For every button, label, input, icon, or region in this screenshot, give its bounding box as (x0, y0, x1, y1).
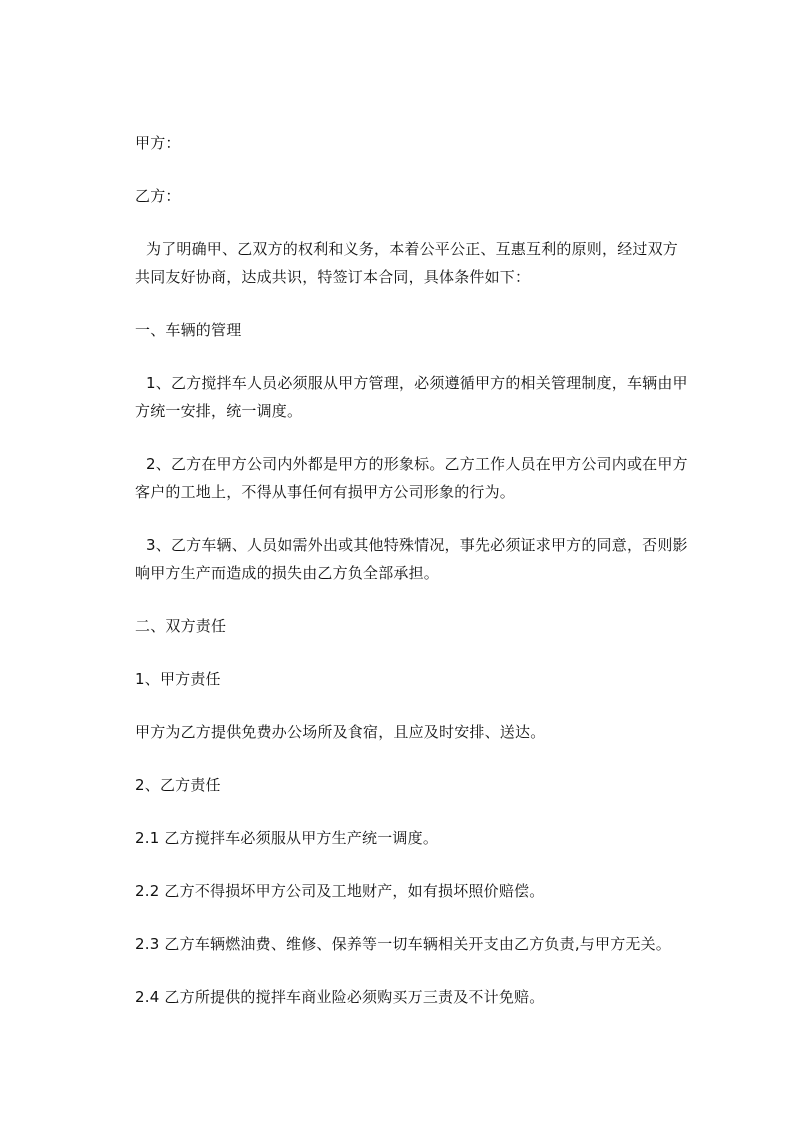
clause-2-3: 2.3 乙方车辆燃油费、维修、保养等一切车辆相关开支由乙方负责,与甲方无关。 (135, 935, 671, 953)
party-a-responsibility-text: 甲方为乙方提供免费办公场所及食宿，且应及时安排、送达。 (135, 723, 546, 741)
intro-line-1: 为了明确甲、乙双方的权利和义务，本着公平公正、互惠互利的原则，经过双方 (146, 240, 679, 258)
section-1-item-1-line-1: 1、乙方搅拌车人员必须服从甲方管理，必须遵循甲方的相关管理制度，车辆由甲 (146, 374, 688, 392)
section-1-item-3-line-2: 响甲方生产而造成的损失由乙方负全部承担。 (135, 564, 440, 582)
party-a-label: 甲方： (135, 134, 181, 152)
section-1-title: 一、车辆的管理 (135, 321, 242, 339)
clause-2-4: 2.4 乙方所提供的搅拌车商业险必须购买万三责及不计免赔。 (135, 988, 545, 1006)
section-1-item-2-line-2: 客户的工地上，不得从事任何有损甲方公司形象的行为。 (135, 483, 516, 501)
clause-2-2: 2.2 乙方不得损坏甲方公司及工地财产，如有损坏照价赔偿。 (135, 882, 545, 900)
section-1-item-2-line-1: 2、乙方在甲方公司内外都是甲方的形象标。乙方工作人员在甲方公司内或在甲方 (146, 455, 688, 473)
party-b-responsibility-title: 2、乙方责任 (135, 776, 221, 794)
clause-2-1: 2.1 乙方搅拌车必须服从甲方生产统一调度。 (135, 829, 439, 847)
section-1-item-3-line-1: 3、乙方车辆、人员如需外出或其他特殊情况，事先必须证求甲方的同意，否则影 (146, 536, 688, 554)
party-b-label: 乙方： (135, 187, 181, 205)
party-a-responsibility-title: 1、甲方责任 (135, 670, 221, 688)
section-2-title: 二、双方责任 (135, 617, 227, 635)
section-1-item-1-line-2: 方统一安排，统一调度。 (135, 402, 303, 420)
intro-line-2: 共同友好协商，达成共识，特签订本合同，具体条件如下： (135, 268, 531, 286)
